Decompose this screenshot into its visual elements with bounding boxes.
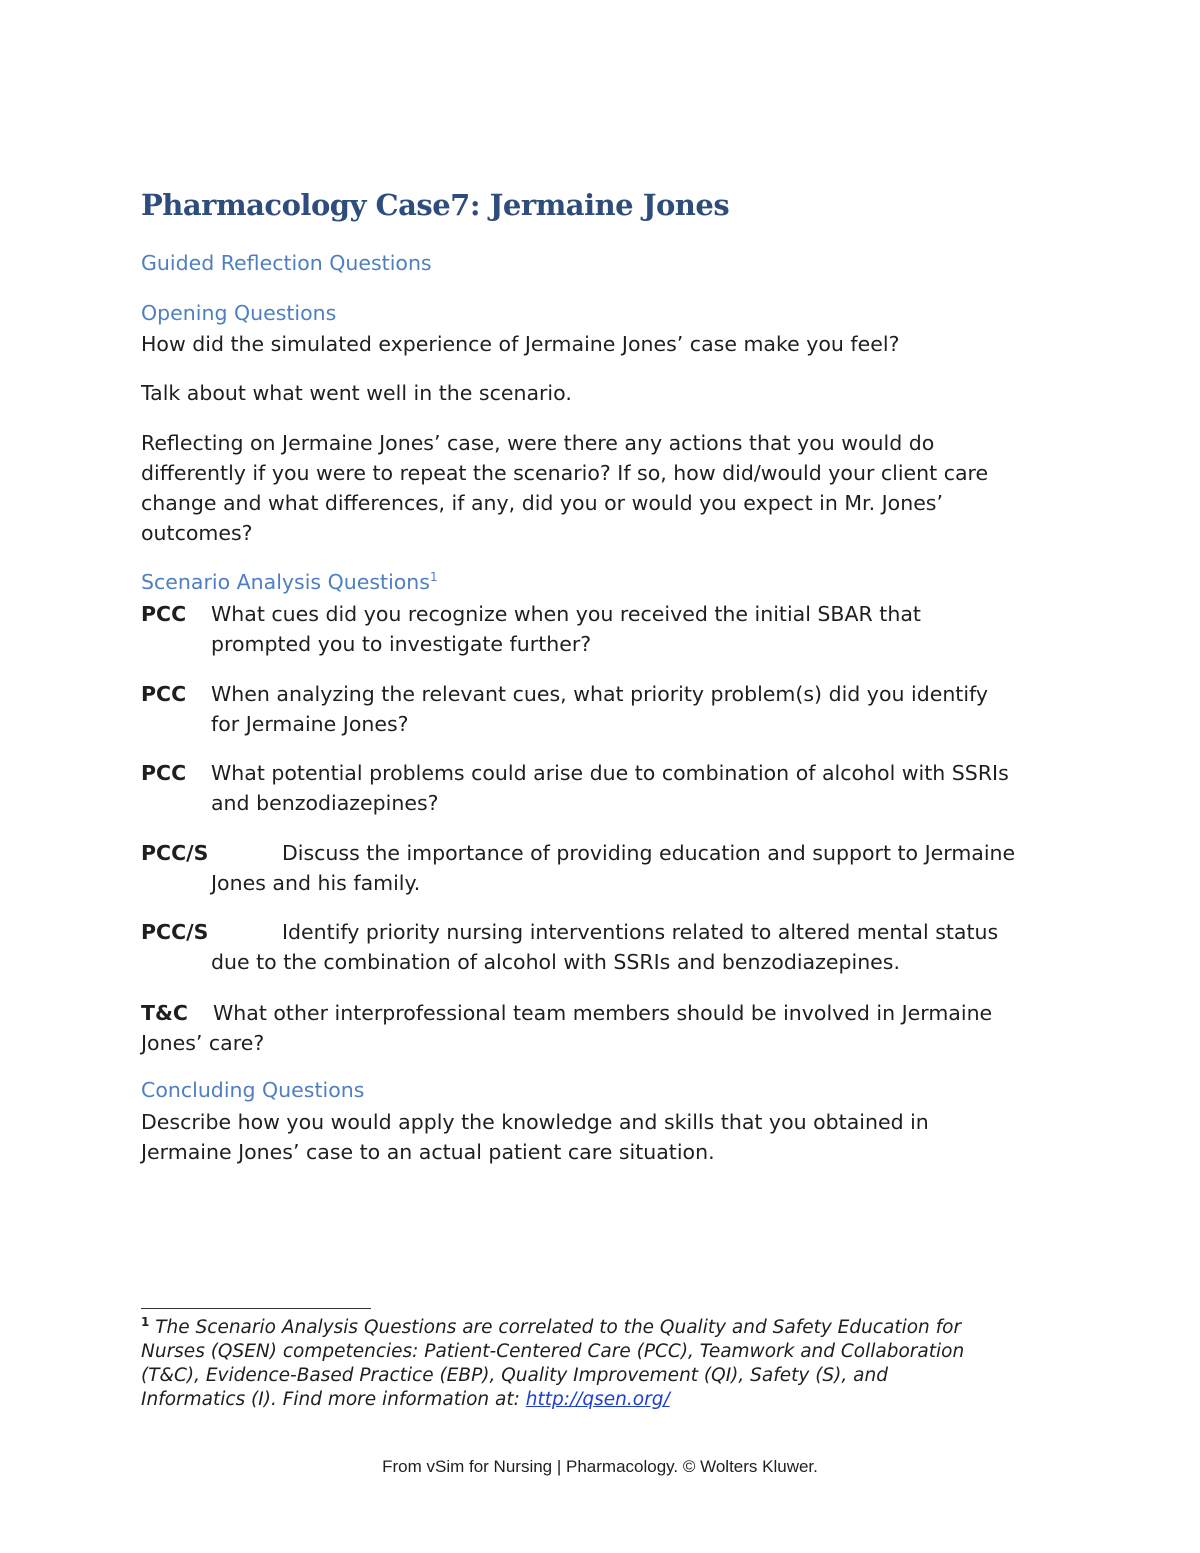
question-code: PCC/S [141,920,209,944]
scenario-question [141,679,1071,739]
footnote-line: (T&C), Evidence-Based Practice (EBP), Quality Improvement (QI), Safety (S), and [141,1365,888,1386]
question-code: PCC [141,602,187,626]
footnote-text: Informatics (I). Find more information at: [141,1389,526,1410]
opening-question-2: Talk about what went well in the scenario. [141,381,572,405]
opening-question-3-line: differently if you were to repeat the scenario? If so, how did/would your client care [141,461,989,485]
question-text: When analyzing the relevant cues, what priority problem(s) did you identify [211,682,989,706]
footnote-separator [141,1308,371,1309]
qsen-link[interactable]: http://qsen.org/ [525,1389,670,1410]
footnote-line: Nurses (QSEN) competencies: Patient-Centered Care (PCC), Teamwork and Collaboration [141,1341,965,1362]
footnote [141,1316,1041,1412]
question-text: prompted you to investigate further? [211,632,592,656]
scenario-question [141,758,1071,818]
scenario-question [141,599,1071,659]
question-text: and benzodiazepines? [211,791,439,815]
question-text: Identify priority nursing interventions related to altered mental status [282,920,999,944]
opening-questions-heading: Opening Questions [141,301,337,325]
opening-question-3-line: Reflecting on Jermaine Jones’ case, were there any actions that you would do [141,431,935,455]
scenario-analysis-heading [141,570,438,594]
scenario-analysis-heading-text: Scenario Analysis Questions [141,570,430,594]
page-footer: From vSim for Nursing | Pharmacology. © Wolters Kluwer. [382,1457,818,1476]
section-title: Guided Reflection Questions [141,251,432,275]
question-code: PCC [141,761,187,785]
footnote-line [141,1316,1041,1340]
opening-question-3 [141,428,1061,548]
page-title: Pharmacology Case7: Jermaine Jones [141,188,730,222]
question-text: What cues did you recognize when you received the initial SBAR that [211,602,921,626]
concluding-question-line: Describe how you would apply the knowledge and skills that you obtained in [141,1110,929,1134]
scenario-question [141,917,1071,977]
footnote-text: The Scenario Analysis Questions are correlated to the Quality and Safety Education for [155,1317,962,1338]
opening-question-3-line: change and what differences, if any, did you or would you expect in Mr. Jones’ [141,491,944,515]
question-text: Jones’ care? [141,1031,265,1055]
scenario-question [141,998,1071,1058]
question-text: What potential problems could arise due to combination of alcohol with SSRIs [211,761,1009,785]
question-text: for Jermaine Jones? [211,712,409,736]
question-text: Discuss the importance of providing education and support to Jermaine [282,841,1016,865]
concluding-questions-heading: Concluding Questions [141,1078,365,1102]
opening-question-1: How did the simulated experience of Jermaine Jones’ case make you feel? [141,332,900,356]
question-code: PCC/S [141,841,209,865]
opening-question-3-line: outcomes? [141,521,253,545]
question-text: What other interprofessional team members should be involved in Jermaine [213,1001,993,1025]
question-code: T&C [141,1001,188,1025]
concluding-question [141,1107,1061,1167]
question-code: PCC [141,682,187,706]
concluding-question-line: Jermaine Jones’ case to an actual patient care situation. [141,1140,715,1164]
question-text: Jones and his family. [211,871,421,895]
question-text: due to the combination of alcohol with SSRIs and benzodiazepines. [211,950,900,974]
scenario-question [141,838,1071,898]
footnote-mark: 1 [141,1314,150,1329]
footnote-reference: 1 [429,570,438,585]
footnote-line [141,1388,1041,1412]
